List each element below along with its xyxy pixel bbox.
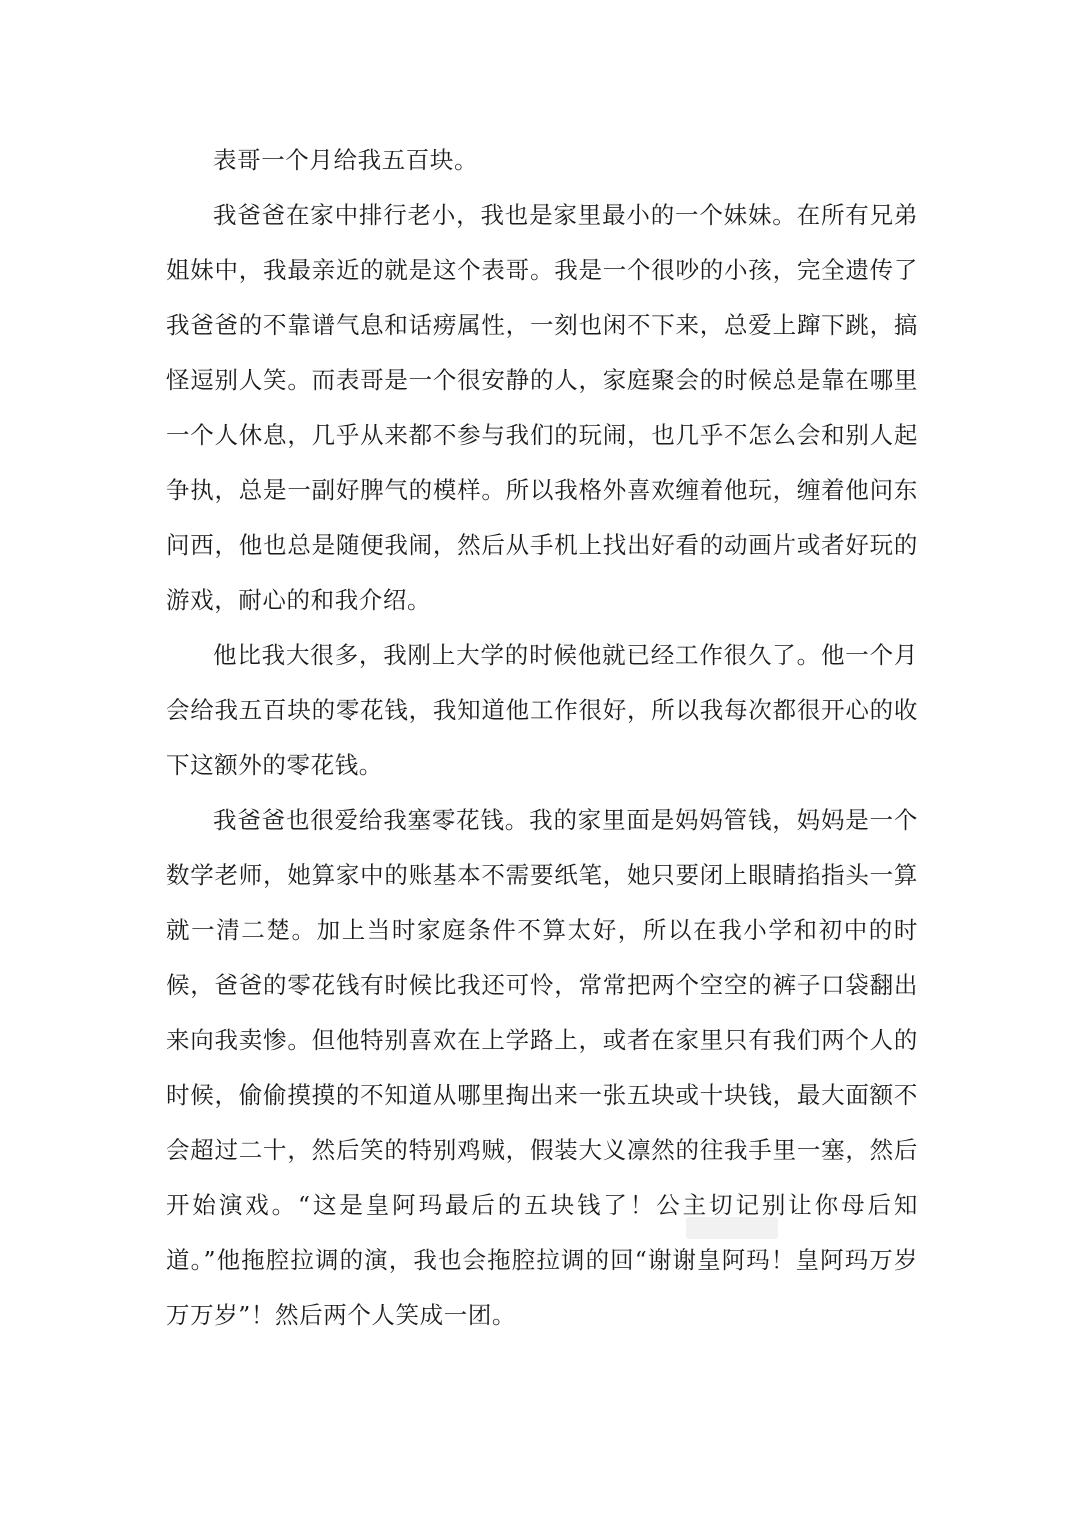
paragraph-title-line: 表哥一个月给我五百块。 xyxy=(213,146,479,174)
watermark-smudge xyxy=(686,1217,778,1239)
paragraph-allowance: 他比我大很多，我刚上大学的时候他就已经工作很久了。他一个月会给我五百块的零花钱，我知道他工作很好，所以我每次都很开心的收下这额外的零花钱。 xyxy=(166,641,918,779)
paragraph-family: 我爸爸在家中排行老小，我也是家里最小的一个妹妹。在所有兄弟姐妹中，我最亲近的就是这个表哥。我是一个很吵的小孩，完全遗传了我爸爸的不靠谱气息和话痨属性，一刻也闲不下来，总爱上蹿下跳，搞怪逗别人笑。而表哥是一个很安静的人，家庭聚会的时候总是靠在哪里一个人休息，几乎从来都不参与我们的玩闹，也几乎不怎么会和别人起争执，总是一副好脾气的模样。所以我格外喜欢缠着他玩，缠着他问东问西，他也总是随便我闹，然后从手机上找出好看的动画片或者好玩的游戏，耐心的和我介绍。 xyxy=(166,201,918,614)
document-body xyxy=(166,133,918,1343)
paragraph-father: 我爸爸也很爱给我塞零花钱。我的家里面是妈妈管钱，妈妈是一个数学老师，她算家中的账基本不需要纸笔，她只要闭上眼睛掐指头一算就一清二楚。加上当时家庭条件不算太好，所以在我小学和初中的时候，爸爸的零花钱有时候比我还可怜，常常把两个空空的裤子口袋翻出来向我卖惨。但他特别喜欢在上学路上，或者在家里只有我们两个人的时候，偷偷摸摸的不知道从哪里掏出来一张五块或十块钱，最大面额不会超过二十，然后笑的特别鸡贼，假装大义凛然的往我手里一塞，然后开始演戏。“这是皇阿玛最后的五块钱了！公主切记别让你母后知道。”他拖腔拉调的演，我也会拖腔拉调的回“谢谢皇阿玛！皇阿玛万岁万万岁”！然后两个人笑成一团。 xyxy=(166,806,918,1329)
